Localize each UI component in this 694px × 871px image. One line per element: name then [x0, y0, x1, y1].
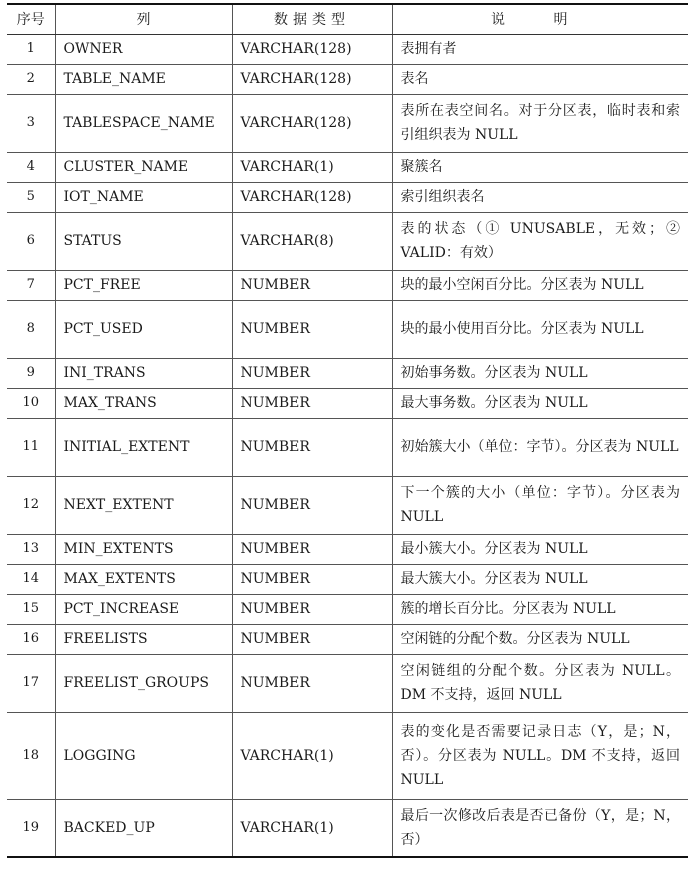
header-row: [7, 4, 688, 34]
description-cell: 表的变化是否需要记录日志（Y，是；N，否）。分区表为 NULL。DM 不支持，返回 NULL: [392, 712, 688, 799]
table-row: [7, 94, 688, 152]
description-cell: 表的状态（① UNUSABLE，无效；② VALID：有效）: [392, 212, 688, 270]
table-row: [7, 799, 688, 857]
header-datatype: 数据类型: [232, 4, 392, 34]
row-index-cell: 9: [7, 358, 55, 388]
description-cell: 初始事务数。分区表为 NULL: [392, 358, 688, 388]
description-cell: 初始簇大小（单位：字节）。分区表为 NULL: [392, 418, 688, 476]
row-index-cell: 8: [7, 300, 55, 358]
row-index-cell: 5: [7, 182, 55, 212]
column-definition-table: [7, 3, 688, 858]
column-name-cell: PCT_FREE: [55, 270, 232, 300]
description-cell: 聚簇名: [392, 152, 688, 182]
description-cell: 最小簇大小。分区表为 NULL: [392, 534, 688, 564]
table-row: [7, 654, 688, 712]
column-name-cell: INITIAL_EXTENT: [55, 418, 232, 476]
data-type-cell: VARCHAR(8): [232, 212, 392, 270]
column-name-cell: MAX_EXTENTS: [55, 564, 232, 594]
data-type-cell: VARCHAR(1): [232, 712, 392, 799]
description-cell: 最大事务数。分区表为 NULL: [392, 388, 688, 418]
column-name-cell: BACKED_UP: [55, 799, 232, 857]
description-cell: 簇的增长百分比。分区表为 NULL: [392, 594, 688, 624]
data-type-cell: VARCHAR(1): [232, 799, 392, 857]
column-name-cell: MAX_TRANS: [55, 388, 232, 418]
table-row: [7, 300, 688, 358]
data-type-cell: NUMBER: [232, 358, 392, 388]
table-row: [7, 358, 688, 388]
column-name-cell: MIN_EXTENTS: [55, 534, 232, 564]
row-index-cell: 17: [7, 654, 55, 712]
column-name-cell: OWNER: [55, 34, 232, 64]
description-cell: 索引组织表名: [392, 182, 688, 212]
table-row: [7, 594, 688, 624]
column-name-cell: INI_TRANS: [55, 358, 232, 388]
table-row: [7, 712, 688, 799]
data-type-cell: NUMBER: [232, 564, 392, 594]
header-column: 列: [55, 4, 232, 34]
description-cell: 空闲链组的分配个数。分区表为 NULL。DM 不支持，返回 NULL: [392, 654, 688, 712]
column-name-cell: STATUS: [55, 212, 232, 270]
table-row: [7, 64, 688, 94]
description-cell: 最大簇大小。分区表为 NULL: [392, 564, 688, 594]
table-row: [7, 182, 688, 212]
data-type-cell: NUMBER: [232, 270, 392, 300]
row-index-cell: 19: [7, 799, 55, 857]
data-type-cell: VARCHAR(1): [232, 152, 392, 182]
data-type-cell: NUMBER: [232, 624, 392, 654]
column-name-cell: CLUSTER_NAME: [55, 152, 232, 182]
column-name-cell: NEXT_EXTENT: [55, 476, 232, 534]
data-type-cell: VARCHAR(128): [232, 182, 392, 212]
header-index: 序号: [7, 4, 55, 34]
data-type-cell: VARCHAR(128): [232, 34, 392, 64]
row-index-cell: 16: [7, 624, 55, 654]
data-type-cell: VARCHAR(128): [232, 94, 392, 152]
table-row: [7, 476, 688, 534]
description-cell: 表所在表空间名。对于分区表，临时表和索引组织表为 NULL: [392, 94, 688, 152]
description-cell: 下一个簇的大小（单位：字节）。分区表为 NULL: [392, 476, 688, 534]
row-index-cell: 10: [7, 388, 55, 418]
table-row: [7, 534, 688, 564]
table-row: [7, 388, 688, 418]
row-index-cell: 18: [7, 712, 55, 799]
table-row: [7, 418, 688, 476]
row-index-cell: 3: [7, 94, 55, 152]
column-name-cell: TABLESPACE_NAME: [55, 94, 232, 152]
row-index-cell: 11: [7, 418, 55, 476]
description-cell: 表拥有者: [392, 34, 688, 64]
row-index-cell: 15: [7, 594, 55, 624]
table-row: [7, 624, 688, 654]
data-type-cell: NUMBER: [232, 476, 392, 534]
table-row: [7, 212, 688, 270]
table-row: [7, 564, 688, 594]
description-cell: 块的最小使用百分比。分区表为 NULL: [392, 300, 688, 358]
data-type-cell: NUMBER: [232, 594, 392, 624]
column-name-cell: PCT_INCREASE: [55, 594, 232, 624]
column-name-cell: LOGGING: [55, 712, 232, 799]
description-cell: 表名: [392, 64, 688, 94]
row-index-cell: 7: [7, 270, 55, 300]
row-index-cell: 4: [7, 152, 55, 182]
row-index-cell: 12: [7, 476, 55, 534]
table-row: [7, 152, 688, 182]
column-name-cell: FREELIST_GROUPS: [55, 654, 232, 712]
data-type-cell: NUMBER: [232, 654, 392, 712]
row-index-cell: 2: [7, 64, 55, 94]
table-row: [7, 270, 688, 300]
data-type-cell: NUMBER: [232, 300, 392, 358]
row-index-cell: 6: [7, 212, 55, 270]
column-name-cell: IOT_NAME: [55, 182, 232, 212]
column-name-cell: PCT_USED: [55, 300, 232, 358]
row-index-cell: 1: [7, 34, 55, 64]
data-type-cell: NUMBER: [232, 534, 392, 564]
column-name-cell: TABLE_NAME: [55, 64, 232, 94]
column-name-cell: FREELISTS: [55, 624, 232, 654]
row-index-cell: 13: [7, 534, 55, 564]
table-row: [7, 34, 688, 64]
data-type-cell: NUMBER: [232, 388, 392, 418]
row-index-cell: 14: [7, 564, 55, 594]
table-header: [7, 4, 688, 34]
data-type-cell: VARCHAR(128): [232, 64, 392, 94]
table-body: [7, 34, 688, 857]
header-description: 说 明: [392, 4, 688, 34]
description-cell: 块的最小空闲百分比。分区表为 NULL: [392, 270, 688, 300]
description-cell: 最后一次修改后表是否已备份（Y，是；N，否）: [392, 799, 688, 857]
description-cell: 空闲链的分配个数。分区表为 NULL: [392, 624, 688, 654]
data-type-cell: NUMBER: [232, 418, 392, 476]
